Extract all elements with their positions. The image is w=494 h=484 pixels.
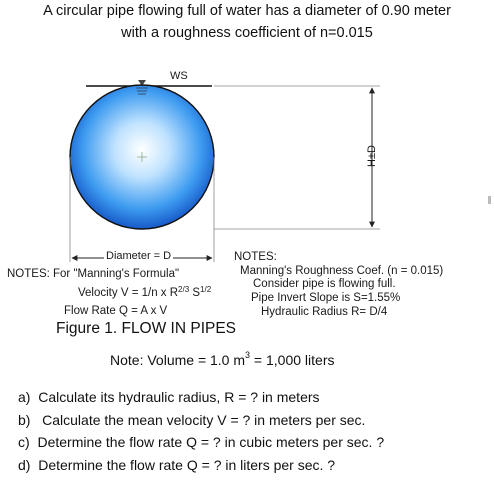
diameter-label: Diameter = D	[106, 250, 172, 262]
notes-right-line-3: Pipe Invert Slope is S=1.55%	[251, 292, 401, 304]
velocity-exp-s: 1/2	[200, 285, 212, 294]
notes-right-line-1: Manning's Roughness Coef. (n = 0.015)	[240, 265, 444, 277]
question-letter: a)	[18, 389, 31, 405]
question-b	[18, 412, 365, 428]
volume-note-prefix: Note: Volume = 1.0 m	[110, 352, 246, 368]
question-a	[18, 389, 320, 405]
velocity-s: S	[192, 287, 201, 299]
volume-note	[110, 352, 334, 368]
question-d	[18, 457, 335, 473]
velocity-formula	[78, 287, 211, 299]
question-letter: b)	[18, 412, 31, 428]
flow-formula: Flow Rate Q = A x V	[64, 305, 168, 317]
figure-caption: Figure 1. FLOW IN PIPES	[56, 320, 237, 337]
question-text: Determine the flow rate Q = ? in liters per sec. ?	[38, 457, 336, 473]
notes-left-heading: NOTES: For "Manning's Formula"	[7, 268, 180, 280]
problem-title-line-2: with a roughness coefficient of n=0.015	[121, 25, 373, 41]
notes-right-line-2: Consider pipe is flowing full.	[253, 278, 396, 290]
volume-note-exp: 3	[245, 350, 251, 360]
velocity-exp-r: 2/3	[178, 285, 190, 294]
question-c	[18, 434, 384, 450]
question-letter: c)	[18, 434, 30, 450]
notes-right-line-4: Hydraulic Radius R= D/4	[261, 306, 388, 318]
problem-title-line-1: A circular pipe flowing full of water has a diameter of 0.90 meter	[43, 3, 451, 19]
question-text: Determine the flow rate Q = ? in cubic meters per sec. ?	[37, 434, 385, 450]
ws-label: WS	[170, 70, 188, 82]
volume-note-suffix: = 1,000 liters	[250, 352, 335, 368]
question-letter: d)	[18, 457, 31, 473]
question-text: Calculate its hydraulic radius, R = ? in meters	[38, 389, 320, 405]
edge-mark	[488, 196, 491, 204]
notes-right-heading: NOTES:	[234, 251, 277, 263]
question-text: Calculate the mean velocity V = ? in meters per sec.	[38, 412, 366, 428]
velocity-text: Velocity V = 1/n x R	[78, 287, 179, 299]
hd-label: H±D	[366, 145, 378, 167]
